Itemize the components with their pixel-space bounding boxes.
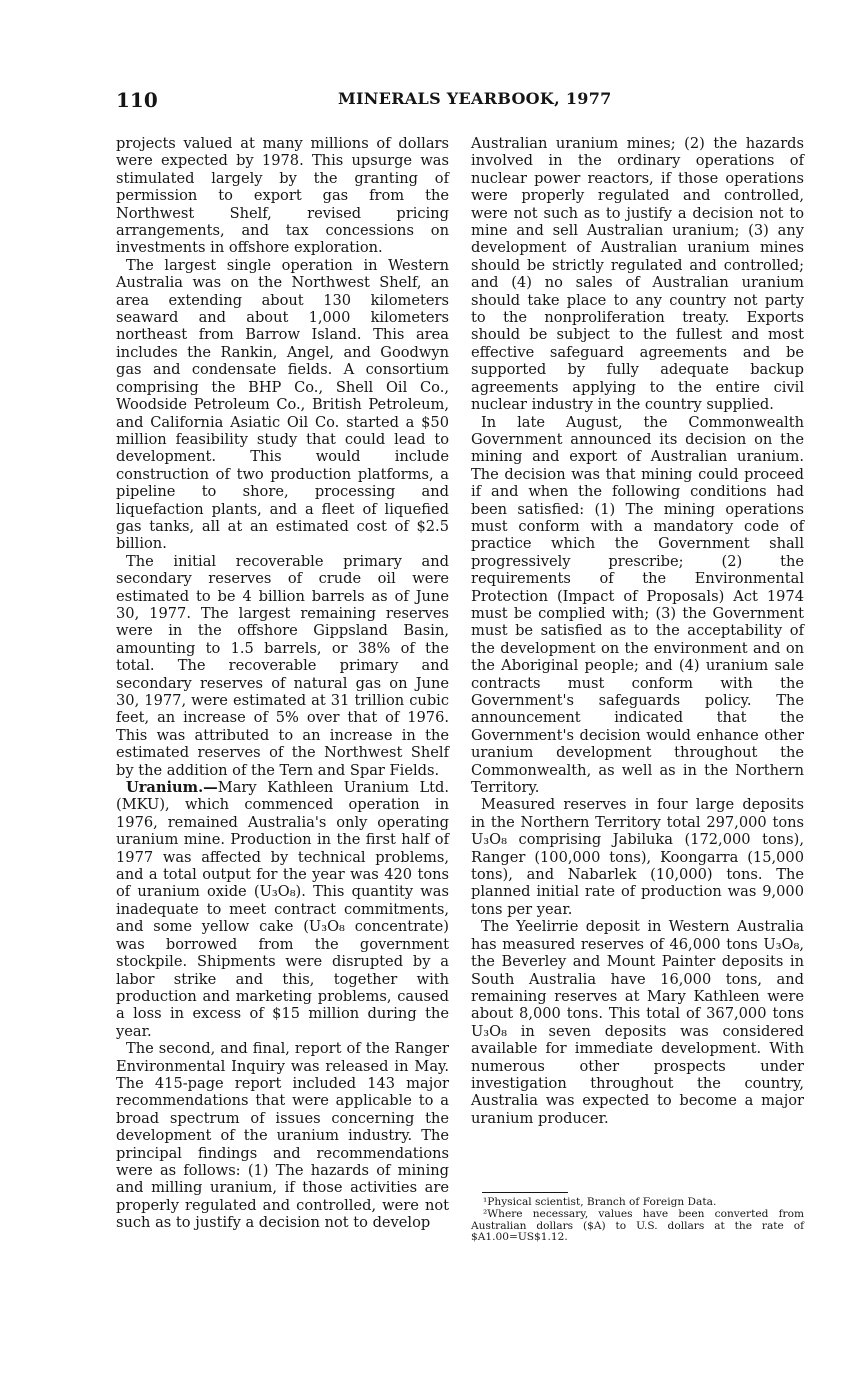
paragraph: In late August, the Commonwealth Government announced its decision on the mining and export of Australian uranium. The decision was that mining could proceed if and when the following conditions had been satisfied: (1) The mining operations must conform with a mandatory code of practice which the Government shall progressively prescribe; (2) the requirements of the Environmental Protection (Impact of Proposals) Act 1974 must be complied with; (3) the Government must be satisfied as to the acceptability of the development on the environment and on the Aboriginal people; and (4) uranium sale contracts must conform with the Government's safeguards policy. The announcement indicated that the Government's decision would enhance other uranium development throughout the Commonwealth, as well as in the Northern Territory. — [471, 413, 804, 797]
paragraph: The initial recoverable primary and secondary reserves of crude oil were estimated to be 4 billion barrels as of June 30, 1977. The largest remaining reserves were in the offshore Gippsland Basin, amounting to 1.5 barrels, or 38% of the total. The recoverable primary and secondary reserves of natural gas on June 30, 1977, were estimated at 31 trillion cubic feet, an increase of 5% over that of 1976. This was attributed to an increase in the estimated reserves of the Northwest Shelf by the addition of the Tern and Spar Fields. — [116, 552, 449, 779]
paragraph: The largest single operation in Western Australia was on the Northwest Shelf, an area extending about 130 kilometers seaward and about 1,000 kilometers northeast from Barrow Island. This area includes the Rankin, Angel, and Goodwyn gas and condensate fields. A consortium comprising the BHP Co., Shell Oil Co., Woodside Petroleum Co., British Petroleum, and California Asiatic Oil Co. started a $50 million feasibility study that could lead to development. This would include construction of two production platforms, a pipeline to shore, processing and liquefaction plants, and a fleet of liquefied gas tanks, all at an estimated cost of $2.5 billion. — [116, 256, 449, 553]
paragraph: projects valued at many millions of dollars were expected by 1978. This upsurge was stimulated largely by the granting of permission to export gas from the Northwest Shelf, revised pricing arrangements, and tax concessions on investments in offshore exploration. — [116, 135, 449, 257]
paragraph-uranium — [116, 779, 449, 1040]
footnote-rule — [482, 1192, 568, 1193]
section-runin-heading: Uranium.— — [126, 779, 218, 797]
footnote-2: ²Where necessary, values have been converted from Australian dollars ($A) to U.S. dollars at the rate of $A1.00=US$1.12. — [471, 1207, 804, 1244]
right-column — [471, 135, 804, 1127]
footnote-1: ¹Physical scientist, Branch of Foreign Data. — [483, 1196, 717, 1208]
paragraph: The second, and final, report of the Ranger Environmental Inquiry was released in May. The 415-page report included 143 major recommendations that were applicable to a broad spectrum of issues concerning the development of the uranium industry. The principal findings and recommendations were as follows: (1) The hazards of mining and milling uranium, if those activities are properly regulated and controlled, were not such as to justify a decision not to develop — [116, 1040, 449, 1232]
paragraph: Measured reserves in four large deposits in the Northern Territory total 297,000 tons U₃O₈ comprising Jabiluka (172,000 tons), Ranger (100,000 tons), Koongarra (15,000 tons), and Nabarlek (10,000) tons. The planned initial rate of production was 9,000 tons per year. — [471, 796, 804, 918]
running-title: MINERALS YEARBOOK, 1977 — [338, 89, 612, 108]
page-number: 110 — [116, 88, 158, 112]
footnotes — [471, 1197, 804, 1244]
paragraph: The Yeelirrie deposit in Western Australia has measured reserves of 46,000 tons U₃O₈, the Beverley and Mount Painter deposits in South Australia have 16,000 tons, and remaining reserves at Mary Kathleen were about 8,000 tons. This total of 367,000 tons U₃O₈ in seven deposits was considered available for immediate development. With numerous other prospects under investigation throughout the country, Australia was expected to become a major uranium producer. — [471, 918, 804, 1127]
paragraph-text: Mary Kathleen Uranium Ltd. (MKU), which commenced operation in 1976, remained Australia's only operating uranium mine. Production in the first half of 1977 was affected by technical problems, and a total output for the year was 420 tons of uranium oxide (U₃O₈). This quantity was inadequate to meet contract commitments, and some yellow cake (U₃O₈ concentrate) was borrowed from the government stockpile. Shipments were disrupted by a labor strike and this, together with production and marketing problems, caused a loss in excess of $15 million during the year. — [116, 779, 449, 1040]
left-column — [116, 135, 449, 1232]
paragraph: Australian uranium mines; (2) the hazards involved in the ordinary operations of nuclear power reactors, if those operations were properly regulated and controlled, were not such as to justify a decision not to mine and sell Australian uranium; (3) any development of Australian uranium mines should be strictly regulated and controlled; and (4) no sales of Australian uranium should take place to any country not party to the nonproliferation treaty. Exports should be subject to the fullest and most effective safeguard agreements and be supported by fully adequate backup agreements applying to the entire civil nuclear industry in the country supplied. — [471, 135, 804, 414]
